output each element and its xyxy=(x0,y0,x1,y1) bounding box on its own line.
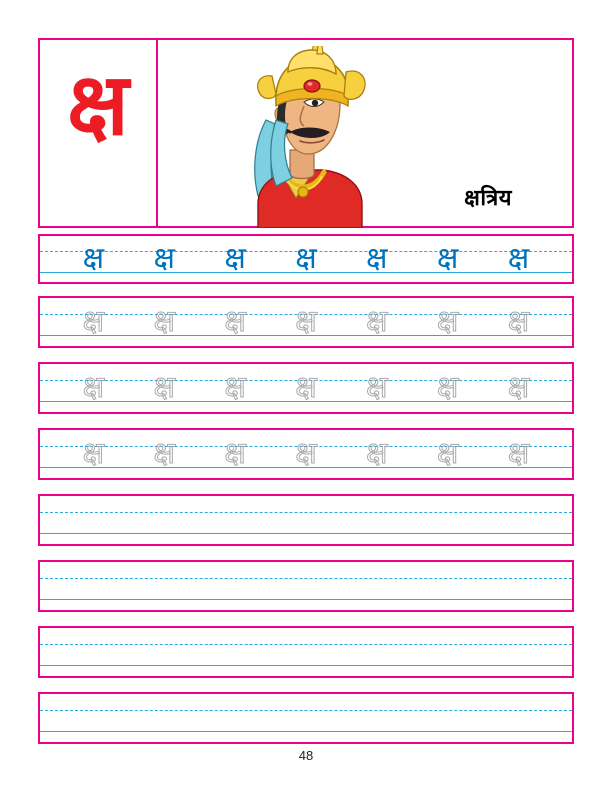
trace-glyph: क्ष xyxy=(82,371,105,404)
trace-glyph: क्ष xyxy=(82,305,105,338)
glyph-row xyxy=(40,364,572,412)
model-glyph: क्ष xyxy=(224,242,246,275)
practice-row[interactable] xyxy=(38,692,574,744)
glyph-row xyxy=(40,236,572,282)
glyph-row xyxy=(40,430,572,478)
guide-line-dashed xyxy=(40,710,572,711)
trace-glyph: क्ष xyxy=(507,437,530,470)
trace-glyph: क्ष xyxy=(507,305,530,338)
trace-glyph: क्ष xyxy=(295,371,317,404)
practice-row[interactable] xyxy=(38,560,574,612)
model-glyph: क्ष xyxy=(295,242,317,275)
practice-row[interactable] xyxy=(38,626,574,678)
trace-glyph: क्ष xyxy=(366,437,388,470)
trace-glyph: क्ष xyxy=(153,371,176,404)
practice-row[interactable] xyxy=(38,296,574,348)
practice-row[interactable] xyxy=(38,362,574,414)
model-glyph: क्ष xyxy=(82,242,105,275)
model-glyph: क्ष xyxy=(436,242,459,275)
word-label: क्षत्रिय xyxy=(464,185,512,210)
trace-glyph: क्ष xyxy=(153,305,176,338)
trace-glyph: क्ष xyxy=(224,305,246,338)
trace-glyph: क्ष xyxy=(224,437,246,470)
guide-line-solid xyxy=(40,731,572,732)
guide-line-solid xyxy=(40,533,572,534)
page-number: 48 xyxy=(298,748,314,763)
model-glyph: क्ष xyxy=(366,242,388,275)
trace-glyph: क्ष xyxy=(82,437,105,470)
page-letter: क्ष xyxy=(67,57,129,153)
trace-glyph: क्ष xyxy=(295,305,317,338)
letter-box xyxy=(40,40,158,226)
trace-glyph: क्ष xyxy=(436,371,459,404)
guide-line-solid xyxy=(40,665,572,666)
model-glyph: क्ष xyxy=(153,242,176,275)
guide-line-dashed xyxy=(40,512,572,513)
guide-line-solid xyxy=(40,599,572,600)
glyph-row xyxy=(40,298,572,346)
header-panel xyxy=(38,38,574,228)
practice-row[interactable] xyxy=(38,494,574,546)
trace-glyph: क्ष xyxy=(153,437,176,470)
trace-glyph: क्ष xyxy=(436,437,459,470)
trace-glyph: क्ष xyxy=(436,305,459,338)
trace-glyph: क्ष xyxy=(366,305,388,338)
kshatriya-warrior-illustration xyxy=(218,46,388,228)
practice-row[interactable] xyxy=(38,234,574,284)
trace-glyph: क्ष xyxy=(295,437,317,470)
trace-glyph: क्ष xyxy=(366,371,388,404)
practice-row[interactable] xyxy=(38,428,574,480)
trace-glyph: क्ष xyxy=(224,371,246,404)
guide-line-dashed xyxy=(40,578,572,579)
trace-glyph: क्ष xyxy=(507,371,530,404)
guide-line-dashed xyxy=(40,644,572,645)
model-glyph: क्ष xyxy=(507,242,530,275)
